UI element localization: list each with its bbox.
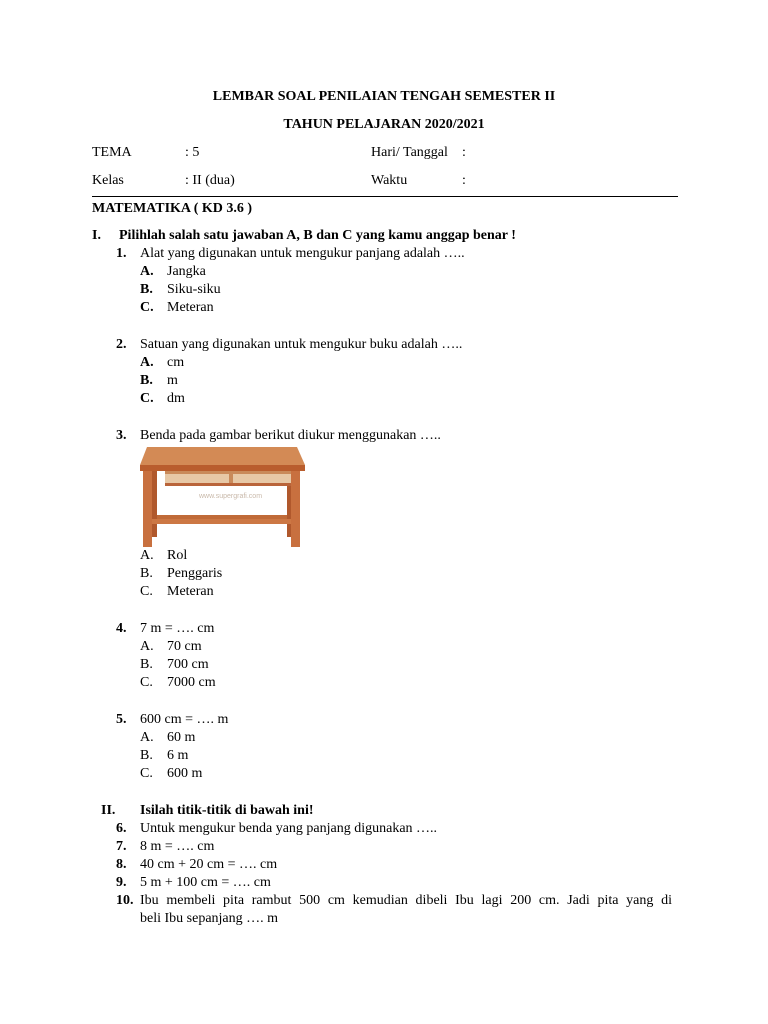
option-text: Siku-siku: [167, 282, 221, 297]
hari-value: :: [462, 145, 466, 160]
option-letter: C.: [140, 391, 154, 406]
question-text: 5 m + 100 cm = …. cm: [140, 875, 271, 890]
section1-instruction: Pilihlah salah satu jawaban A, B dan C yang kamu anggap benar !: [119, 228, 516, 243]
question-number: 8.: [116, 857, 127, 872]
option-text: Meteran: [167, 584, 214, 599]
option-text: 60 m: [167, 730, 196, 745]
option-text: 600 m: [167, 766, 203, 781]
tema-value: : 5: [185, 145, 200, 160]
option-text: 7000 cm: [167, 675, 216, 690]
question-text: Untuk mengukur benda yang panjang digunakan …..: [140, 821, 438, 836]
option-letter: C.: [140, 300, 154, 315]
option-letter: A.: [140, 264, 154, 279]
subject-heading: MATEMATIKA ( KD 3.6 ): [92, 201, 253, 216]
question-number: 5.: [116, 712, 127, 727]
option-letter: C.: [140, 675, 153, 690]
option-letter: B.: [140, 566, 153, 581]
option-letter: A.: [140, 730, 154, 745]
option-letter: A.: [140, 548, 154, 563]
question-number: 4.: [116, 621, 127, 636]
option-text: m: [167, 373, 178, 388]
option-text: Penggaris: [167, 566, 223, 581]
hari-label: Hari/ Tanggal: [371, 145, 448, 160]
kelas-label: Kelas: [92, 173, 124, 188]
option-letter: A.: [140, 355, 154, 370]
option-letter: B.: [140, 657, 153, 672]
question-number: 3.: [116, 428, 127, 443]
kelas-value: : II (dua): [185, 173, 235, 188]
tema-label: TEMA: [92, 145, 132, 160]
image-watermark: www.supergrafi.com: [199, 493, 263, 500]
waktu-label: Waktu: [371, 173, 408, 188]
question-number: 10.: [116, 893, 134, 908]
question-number: 6.: [116, 821, 127, 836]
option-letter: C.: [140, 766, 153, 781]
question-text: Ibu membeli pita rambut 500 cm kemudian dibeli Ibu lagi 200 cm. Jadi pita yang di: [140, 893, 672, 908]
option-letter: B.: [140, 748, 153, 763]
section1-numeral: I.: [92, 228, 101, 243]
academic-year: TAHUN PELAJARAN 2020/2021: [283, 117, 485, 132]
option-text: Rol: [167, 548, 188, 563]
option-text: dm: [167, 391, 185, 406]
option-text: 700 cm: [167, 657, 209, 672]
document-title: LEMBAR SOAL PENILAIAN TENGAH SEMESTER II: [212, 89, 556, 104]
question-text-continued: beli Ibu sepanjang …. m: [140, 911, 279, 926]
question-text: 8 m = …. cm: [140, 839, 215, 854]
option-text: cm: [167, 355, 185, 370]
question-text: 40 cm + 20 cm = …. cm: [140, 857, 278, 872]
option-letter: B.: [140, 282, 153, 297]
question-number: 7.: [116, 839, 127, 854]
option-letter: A.: [140, 639, 154, 654]
question-number: 2.: [116, 337, 127, 352]
question-text: 7 m = …. cm: [140, 621, 215, 636]
question-text: 600 cm = …. m: [140, 712, 229, 727]
question-number: 9.: [116, 875, 127, 890]
option-text: 70 cm: [167, 639, 202, 654]
header-divider: [92, 196, 678, 197]
option-letter: C.: [140, 584, 153, 599]
question-number: 1.: [116, 246, 127, 261]
question-text: Satuan yang digunakan untuk mengukur buku adalah …..: [140, 337, 463, 352]
question-text: Alat yang digunakan untuk mengukur panjang adalah …..: [140, 246, 465, 261]
desk-image: [137, 445, 307, 547]
section2-instruction: Isilah titik-titik di bawah ini!: [140, 803, 314, 818]
question-text: Benda pada gambar berikut diukur menggunakan …..: [140, 428, 441, 443]
option-text: 6 m: [167, 748, 189, 763]
option-text: Meteran: [167, 300, 214, 315]
section2-numeral: II.: [101, 803, 116, 818]
option-text: Jangka: [167, 264, 206, 279]
option-letter: B.: [140, 373, 153, 388]
waktu-value: :: [462, 173, 466, 188]
